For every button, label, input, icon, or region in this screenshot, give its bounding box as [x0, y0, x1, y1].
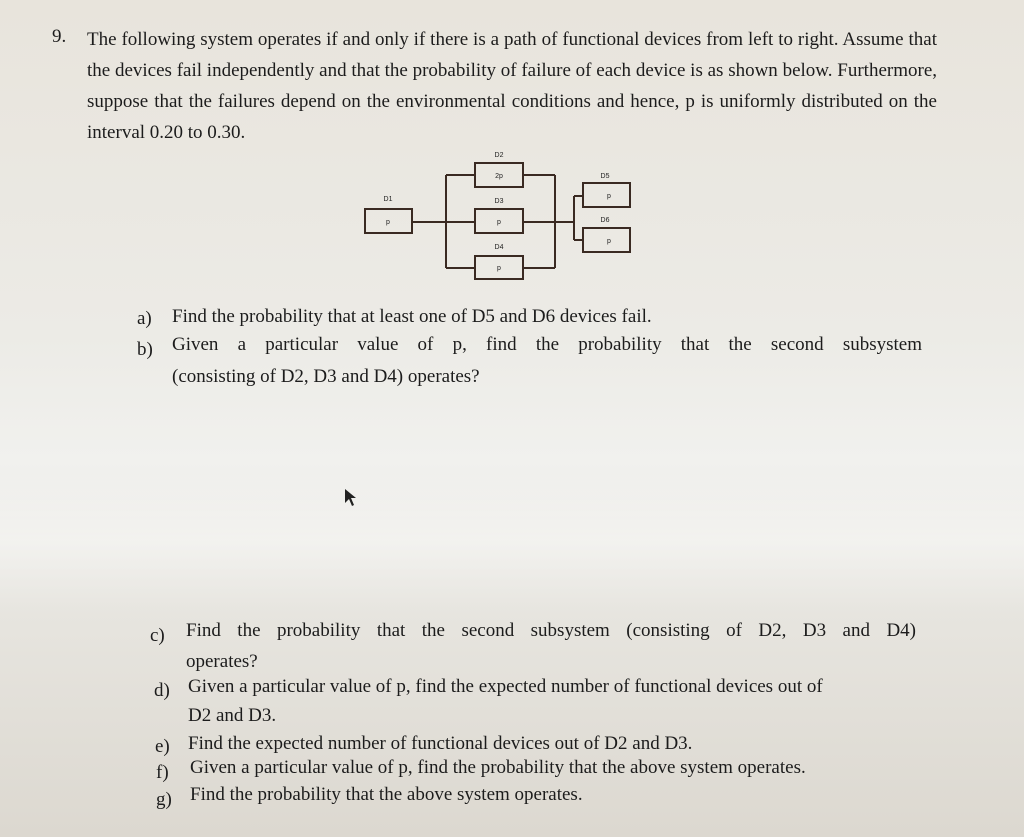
part-d-text2: D2 and D3.: [188, 705, 277, 726]
d1-prob: p: [386, 219, 390, 226]
part-a-label: a): [137, 308, 152, 329]
d3-prob: p: [497, 219, 501, 226]
part-f-label: f): [156, 762, 169, 783]
d2-prob: 2p: [495, 173, 503, 180]
part-c-text2: operates?: [186, 651, 258, 672]
part-a-text: Find the probability that at least one of D5 and D6 devices fail.: [172, 306, 652, 327]
d6-prob: p: [607, 238, 611, 245]
part-c-label: c): [150, 625, 165, 646]
part-c-text: Find the probability that the second subsystem (consisting of D2, D3 and D4): [186, 620, 916, 641]
d1-label: D1: [383, 196, 393, 203]
part-b-label: b): [137, 339, 153, 360]
part-b-text: Given a particular value of p, find the probability that the second subsystem: [172, 334, 922, 355]
mouse-cursor-icon: [344, 488, 358, 508]
part-e-text: Find the expected number of functional devices out of D2 and D3.: [188, 733, 693, 754]
part-g-text: Find the probability that the above system operates.: [190, 784, 583, 805]
d6-label: D6: [600, 217, 610, 224]
d5-prob: p: [607, 193, 611, 200]
d2-label: D2: [494, 152, 504, 159]
part-f-text: Given a particular value of p, find the probability that the above system operates.: [190, 757, 806, 778]
part-e-label: e): [155, 736, 170, 757]
d4-label: D4: [494, 244, 504, 251]
d3-label: D3: [494, 198, 504, 205]
d4-prob: p: [497, 265, 501, 272]
part-g-label: g): [156, 789, 172, 810]
question-intro: The following system operates if and only if there is a path of functional devices from left to right. Assume that the devices fail independently and that the probability of failure of each device is as shown below. Furthermore, suppose that the failures depend on the environmental conditions and hence, p is uniformly distributed on the interval 0.20 to 0.30.: [87, 29, 937, 143]
question-number: 9.: [52, 26, 67, 47]
d5-label: D5: [600, 173, 610, 180]
part-d-label: d): [154, 680, 170, 701]
part-d-text: Given a particular value of p, find the expected number of functional devices out of: [188, 676, 823, 697]
part-b-text2: (consisting of D2, D3 and D4) operates?: [172, 366, 480, 387]
